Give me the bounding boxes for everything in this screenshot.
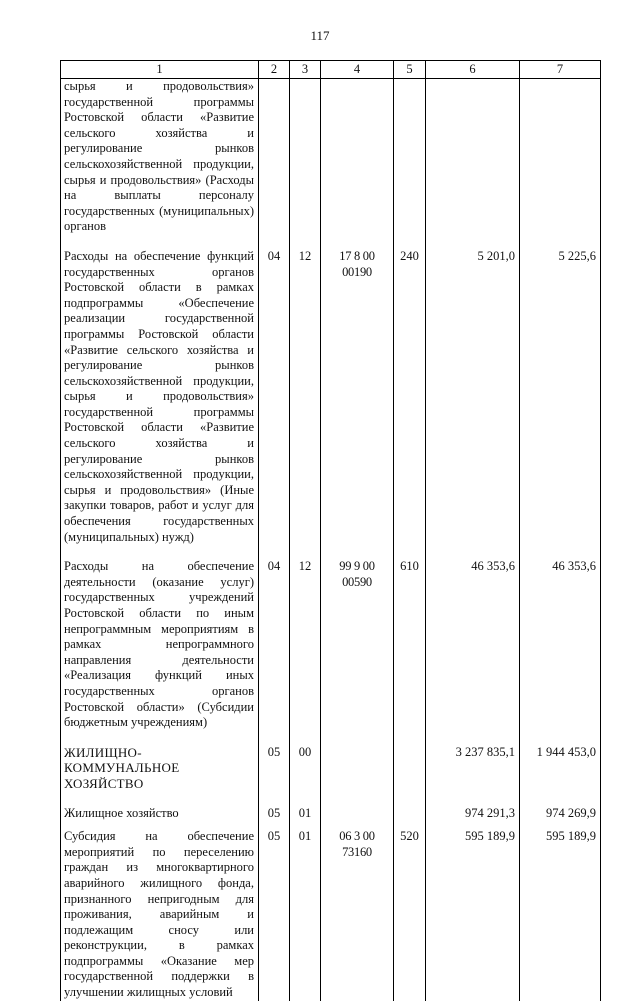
row-target-article (321, 798, 394, 822)
header-col-1: 1 (61, 61, 259, 79)
row-amount-2: 595 189,9 (520, 821, 601, 1001)
row-amount-2: 974 269,9 (520, 798, 601, 822)
row-expense-type (394, 798, 426, 822)
header-col-3: 3 (290, 61, 321, 79)
row-target-article (321, 737, 394, 798)
header-col-4: 4 (321, 61, 394, 79)
row-subsection: 01 (290, 798, 321, 822)
row-description: Расходы на обеспечение деятельности (оказание услуг) государственных учреждений Ростовской области по иным непрограммным мероприятиям в рамках непрограммного направления деятельности «Реализация функций иных государственных органов Ростовской области» (Субсидии бюджетным учреждениям) (61, 551, 259, 737)
row-section: 05 (259, 798, 290, 822)
row-expense-type (394, 737, 426, 798)
table-row (61, 79, 601, 241)
row-amount-1: 3 237 835,1 (426, 737, 520, 798)
table-row (61, 821, 601, 1001)
row-amount-2 (520, 79, 601, 241)
row-subsection (290, 79, 321, 241)
row-amount-2: 5 225,6 (520, 241, 601, 551)
table-row (61, 737, 601, 798)
row-expense-type (394, 79, 426, 241)
row-amount-2: 1 944 453,0 (520, 737, 601, 798)
row-subsection: 01 (290, 821, 321, 1001)
table-row (61, 551, 601, 737)
header-col-7: 7 (520, 61, 601, 79)
row-target-article (321, 79, 394, 241)
row-section: 05 (259, 821, 290, 1001)
row-subsection: 12 (290, 551, 321, 737)
row-target-article: 99 9 00 00590 (321, 551, 394, 737)
row-amount-2: 46 353,6 (520, 551, 601, 737)
header-col-2: 2 (259, 61, 290, 79)
page-number: 117 (310, 28, 330, 43)
table-row (61, 241, 601, 551)
row-section: 04 (259, 241, 290, 551)
row-subsection: 12 (290, 241, 321, 551)
row-expense-type: 240 (394, 241, 426, 551)
header-col-6: 6 (426, 61, 520, 79)
table-row (61, 798, 601, 822)
header-col-5: 5 (394, 61, 426, 79)
row-amount-1: 46 353,6 (426, 551, 520, 737)
row-description: Субсидия на обеспечение мероприятий по переселению граждан из многоквартирного аварийного жилищного фонда, признанного непригодным для проживания, аварийным и подлежащим сносу или реконструкции, в рамках подпрограммы «Оказание мер государственной поддержки в улучшении жилищных условий (61, 821, 259, 1001)
row-description: Жилищное хозяйство (61, 798, 259, 822)
row-section: 05 (259, 737, 290, 798)
row-expense-type: 520 (394, 821, 426, 1001)
row-expense-type: 610 (394, 551, 426, 737)
row-amount-1: 974 291,3 (426, 798, 520, 822)
row-target-article: 06 3 00 73160 (321, 821, 394, 1001)
row-amount-1: 595 189,9 (426, 821, 520, 1001)
row-description: Расходы на обеспечение функций государственных органов Ростовской области в рамках подпрограммы «Обеспечение реализации государственной программы Ростовской области «Развитие сельского хозяйства и регулирование рынков сельскохозяйственной продукции, сырья и продовольствия» государственной программы Ростовской области «Развитие сельского хозяйства и регулирование рынков сельскохозяйственной продукции, сырья и продовольствия» (Иные закупки товаров, работ и услуг для обеспечения государственных (муниципальных) нужд) (61, 241, 259, 551)
row-target-article: 17 8 00 00190 (321, 241, 394, 551)
row-description: сырья и продовольствия» государственной программы Ростовской области «Развитие сельского хозяйства и регулирование рынков сельскохозяйственной продукции, сырья и продовольствия» (Расходы на выплаты персоналу государственных (муниципальных) органов (61, 79, 259, 241)
row-section (259, 79, 290, 241)
row-description: ЖИЛИЩНО-КОММУНАЛЬНОЕ ХОЗЯЙСТВО (61, 737, 259, 798)
budget-table (60, 60, 601, 1001)
table-header (61, 61, 601, 79)
row-section: 04 (259, 551, 290, 737)
row-amount-1 (426, 79, 520, 241)
row-subsection: 00 (290, 737, 321, 798)
row-amount-1: 5 201,0 (426, 241, 520, 551)
